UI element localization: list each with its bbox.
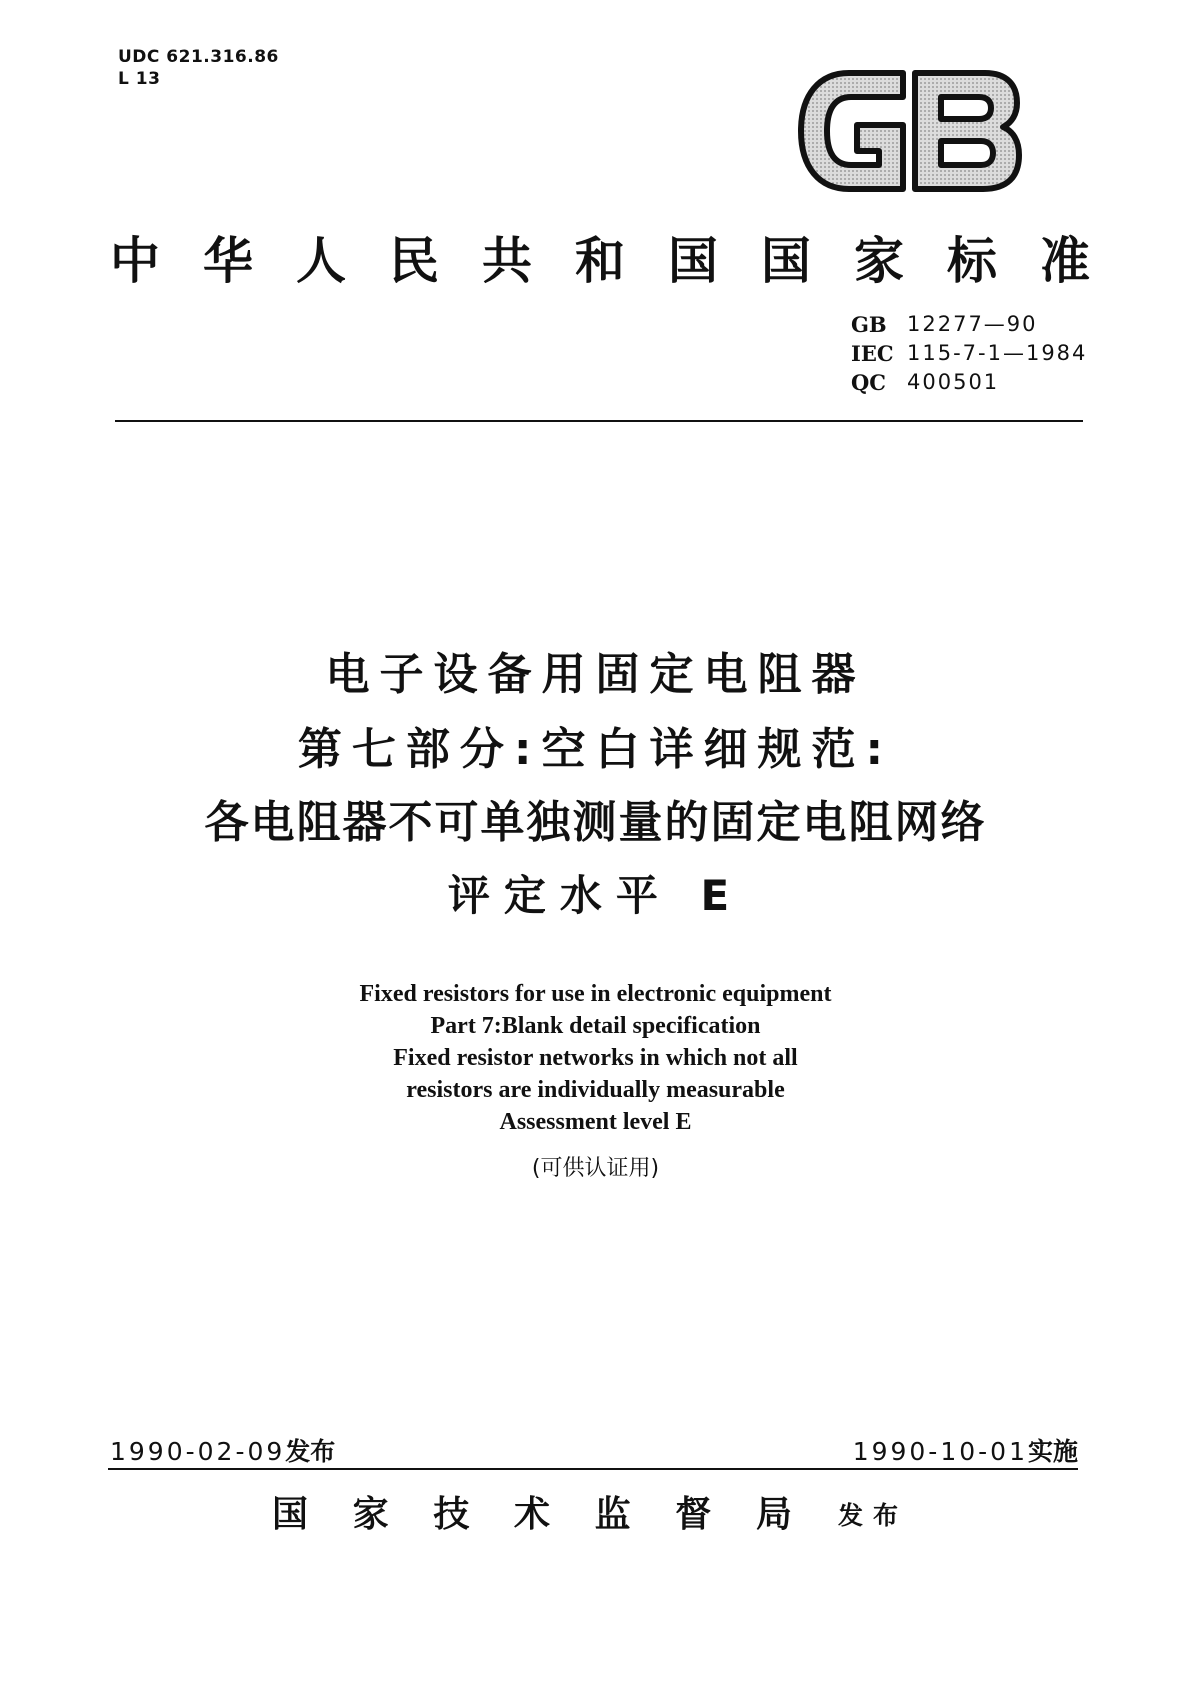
title-char: 标 [947, 232, 997, 290]
en-title-line-2: Part 7:Blank detail specification [430, 1013, 761, 1039]
header-divider [115, 420, 1083, 422]
title-char: 民 [389, 232, 439, 290]
classification-block [118, 46, 279, 90]
issuer-char: 家 [352, 1494, 389, 1535]
cn-title-line-3: 各电阻器不可单独测量的固定电阻网络 [204, 797, 987, 848]
footer-divider [108, 1468, 1078, 1470]
title-char: 共 [482, 232, 532, 290]
national-standard-title [110, 226, 1090, 296]
title-char: 国 [761, 232, 811, 290]
issuing-authority [272, 1490, 792, 1540]
cn-title-line-2: 第七部分:空白详细规范: [297, 724, 894, 775]
code-row-gb [851, 310, 1087, 339]
issuer-char: 技 [433, 1494, 470, 1535]
code-key: GB [851, 312, 887, 337]
l-code: L 13 [118, 69, 161, 89]
code-row-qc [851, 368, 1087, 397]
issuer-char: 督 [675, 1494, 712, 1535]
en-title-line-5: Assessment level E [499, 1109, 692, 1135]
udc-code: UDC 621.316.86 [118, 47, 279, 67]
title-char: 人 [296, 232, 346, 290]
publish-label: 发布 [838, 1501, 909, 1530]
cn-title-line-4: 评定水平 E [447, 871, 744, 920]
issuer-char: 局 [755, 1494, 792, 1535]
code-key: QC [851, 370, 887, 395]
issue-date-label: 发布 [285, 1437, 336, 1466]
title-char: 家 [854, 232, 904, 290]
code-value: 12277—90 [907, 312, 1038, 336]
effective-date-value: 1990-10-01 [852, 1437, 1028, 1466]
en-title-line-1: Fixed resistors for use in electronic equipment [359, 981, 832, 1007]
title-char: 中 [110, 232, 160, 290]
en-title [0, 978, 1191, 1138]
title-char: 华 [203, 232, 253, 290]
code-value: 400501 [907, 370, 1000, 394]
cn-title-line-1: 电子设备用固定电阻器 [325, 649, 866, 700]
issuer-char: 国 [272, 1494, 309, 1535]
effective-date [853, 1432, 1078, 1468]
title-char: 国 [668, 232, 718, 290]
title-char: 准 [1040, 232, 1090, 290]
effective-date-label: 实施 [1027, 1437, 1078, 1466]
issuer-char: 术 [513, 1494, 550, 1535]
code-value: 115-7-1—1984 [907, 341, 1088, 365]
title-char: 和 [575, 232, 625, 290]
en-title-line-4: resistors are individually measurable [406, 1077, 785, 1103]
issuer-char: 监 [594, 1494, 631, 1535]
standard-codes [851, 310, 1087, 397]
gb-logo [795, 65, 1023, 197]
certification-note: (可供认证用) [531, 1156, 660, 1181]
en-title-line-3: Fixed resistor networks in which not all [393, 1045, 798, 1071]
code-key: IEC [851, 341, 894, 366]
code-row-iec [851, 339, 1087, 368]
issue-date-value: 1990-02-09 [110, 1437, 286, 1466]
issue-date [110, 1432, 335, 1468]
